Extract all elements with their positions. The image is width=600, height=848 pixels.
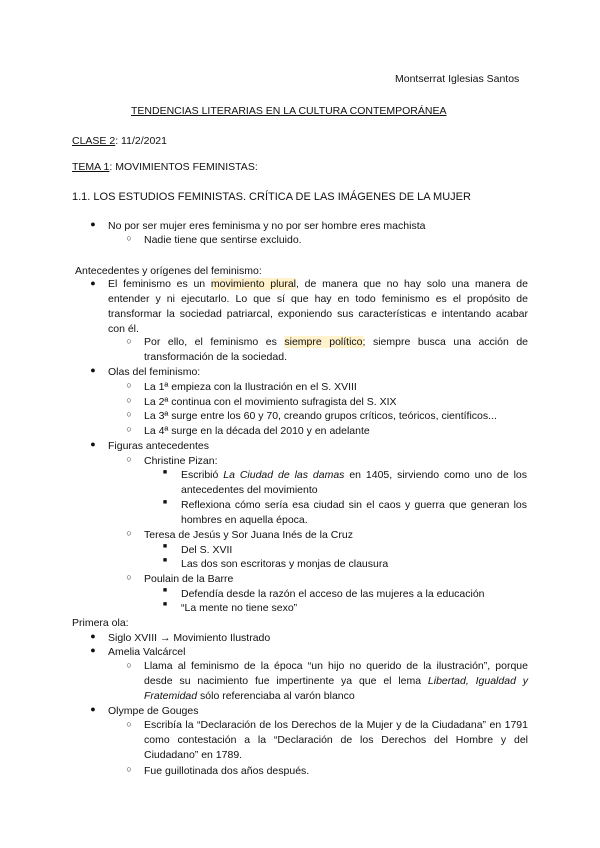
pizan-name: Christine Pizan: (144, 455, 218, 467)
text-run: Por ello, el feminismo es (144, 336, 285, 348)
bullet-circle: ○ (126, 233, 132, 243)
topic-line (72, 160, 258, 174)
text-run: Llama al feminismo de la época “un hijo no querido de la ilustración”, porque desde su nacimiento fue impertinente ya que el lema (144, 660, 528, 687)
text-run: Escribió (181, 469, 224, 481)
olympe-paragraph: Escribía la “Declaración de los Derechos de la Mujer y de la Ciudadana” en 1791 como contestación a la “Declaración de los Derechos del Hombre y del Ciudadano” en 1789. (144, 719, 528, 761)
pizan-reflexiona: Reflexiona cómo sería esa ciudad sin el caos y guerra que generan los hombres en aquella época. (181, 499, 527, 526)
section-heading: 1.1. LOS ESTUDIOS FEMINISTAS. CRÍTICA DE LAS IMÁGENES DE LA MUJER (72, 191, 471, 203)
bullet-disc: ● (90, 631, 96, 641)
bullet-circle: ○ (126, 336, 132, 346)
list-item: La 3ª surge entre los 60 y 70, creando grupos críticos, teóricos, científicos... (144, 410, 497, 422)
bullet-disc: ● (90, 439, 96, 449)
highlight-movimiento-plural: movimiento plural (210, 278, 296, 290)
book-title: La Ciudad de las damas (223, 469, 345, 481)
class-label: CLASE 2 (72, 135, 116, 147)
topic-label: TEMA 1 (72, 161, 110, 173)
list-item: La 4ª surge en la década del 2010 y en adelante (144, 425, 370, 437)
amelia-paragraph (144, 659, 528, 704)
figuras-label: Figuras antecedentes (108, 440, 209, 452)
bullet-square: ■ (162, 601, 168, 608)
list-item: Fue guillotinada dos años después. (144, 765, 310, 777)
pizan-escribio (181, 468, 527, 498)
list-item: Siglo XVIII → Movimiento Ilustrado (108, 632, 271, 644)
bullet-disc: ● (90, 219, 96, 229)
list-item: Olympe de Gouges (108, 705, 199, 717)
lema: Libertad, Igualdad y Fratemidad (144, 675, 528, 702)
antecedentes-heading: Antecedentes y orígenes del feminismo: (75, 265, 262, 277)
highlight-siempre-politico: siempre político (284, 336, 363, 348)
list-item: Defendía desde la razón el acceso de las mujeres a la educación (181, 588, 485, 600)
text-run: sólo referenciaba al varón blanco (197, 690, 355, 702)
bullet-disc: ● (90, 365, 96, 375)
primera-ola-heading: Primera ola: (72, 617, 129, 629)
bullet-disc: ● (90, 645, 96, 655)
teresa-name: Teresa de Jesús y Sor Juana Inés de la Cruz (144, 529, 353, 541)
list-item: Nadie tiene que sentirse excluido. (144, 234, 302, 246)
class-date-value: : 11/2/2021 (115, 135, 167, 147)
bullet-circle: ○ (126, 528, 132, 538)
bullet-circle: ○ (126, 424, 132, 434)
bullet-square: ■ (162, 587, 168, 594)
politico-paragraph (144, 335, 528, 365)
text-run: , de manera que no hay solo una manera de entender y ni ejecutarlo. Lo que sí que hay en todo feminismo es el propósito de transformar la sociedad patriarcal, exponiendo sus características e intentando acabar con él. (108, 278, 528, 335)
bullet-square: ■ (162, 557, 168, 564)
list-item: La 2ª continua con el movimiento sufragista del S. XIX (144, 396, 397, 408)
bullet-square: ■ (162, 499, 168, 506)
text-run: El feminismo es un (108, 278, 211, 290)
bullet-square: ■ (162, 543, 168, 550)
bullet-circle: ○ (126, 719, 132, 729)
list-item: La 1ª empieza con la Ilustración en el S. XVIII (144, 381, 357, 393)
plural-paragraph (108, 277, 528, 337)
bullet-circle: ○ (126, 395, 132, 405)
olas-label: Olas del feminismo: (108, 366, 201, 378)
bullet-disc: ● (90, 704, 96, 714)
list-item: Del S. XVII (181, 544, 233, 556)
author-name: Montserrat Iglesias Santos (395, 73, 520, 85)
poulain-name: Poulain de la Barre (144, 573, 234, 585)
list-item: No por ser mujer eres feminisma y no por ser hombre eres machista (108, 220, 426, 232)
class-date (72, 134, 167, 148)
bullet-circle: ○ (126, 409, 132, 419)
list-item: Amelia Valcárcel (108, 646, 186, 658)
bullet-square: ■ (162, 469, 168, 476)
text-run: ; siempre busca una acción de transformación de la sociedad. (144, 336, 529, 363)
document-title: TENDENCIAS LITERARIAS EN LA CULTURA CONTEMPORÁNEA (131, 105, 447, 117)
list-item: Las dos son escritoras y monjas de clausura (181, 558, 389, 570)
topic-name: : MOVIMIENTOS FEMINISTAS: (109, 161, 258, 173)
list-item: “La mente no tiene sexo” (181, 602, 298, 614)
bullet-circle: ○ (126, 764, 132, 774)
bullet-circle: ○ (126, 454, 132, 464)
text-run: en 1405, sirviendo como uno de los antecedentes del movimiento (181, 469, 527, 496)
bullet-circle: ○ (126, 572, 132, 582)
bullet-circle: ○ (126, 660, 132, 670)
bullet-disc: ● (90, 278, 96, 288)
bullet-circle: ○ (126, 380, 132, 390)
